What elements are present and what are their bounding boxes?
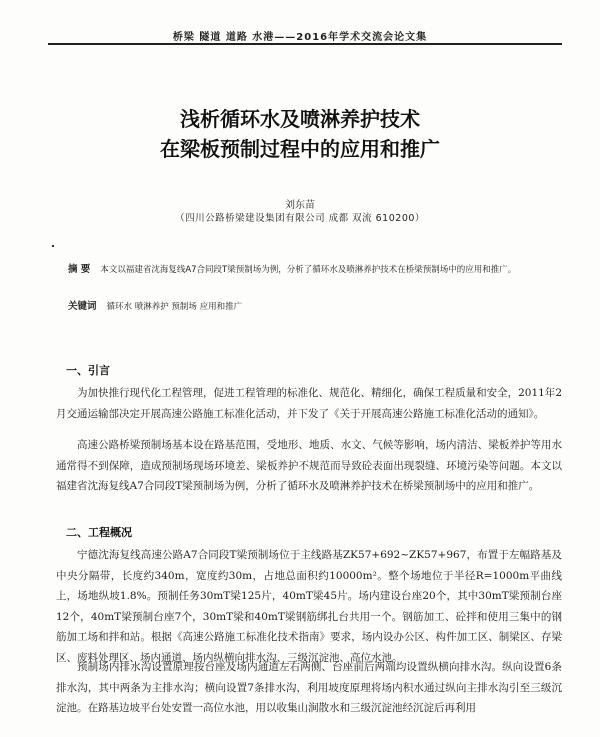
keywords-text: 循环水 喷淋养护 预制场 应用和推广 bbox=[106, 302, 243, 312]
title-line-1: 浅析循环水及喷淋养护技术 bbox=[180, 107, 420, 131]
paragraph: 为加快推行现代化工程管理，促进工程管理的标准化、规范化、精细化，确保工程质量和安全，2011年2月交通运输部决定开展高速公路施工标准化活动，并下发了《关于开展高速公路施工标准化活动的通知》。 bbox=[56, 387, 562, 420]
abstract-label: 摘 要 bbox=[68, 264, 91, 275]
header-rule bbox=[48, 43, 562, 45]
keywords-label: 关键词 bbox=[68, 301, 97, 312]
title-line-2: 在梁板预制过程中的应用和推广 bbox=[160, 137, 440, 161]
affiliation: （四川公路桥梁建设集团有限公司 成都 双流 610200） bbox=[175, 213, 425, 224]
paragraph: 高速公路桥梁预制场基本设在路基范围，受地形、地质、水文、气候等影响，场内清洁、梁板养护等用水通常得不到保障，造成预制场现场环境差、梁板养护不规范而导致砼表面出现裂缝、环境污染等问题。本文以福建省沈海复线A7合同段T梁预制场为例，分析了循环水及喷淋养护技术在桥梁预制场中的应用和推广。 bbox=[56, 439, 562, 492]
section-heading-intro: 一、引言 bbox=[66, 364, 110, 377]
abstract-text: 本文以福建省沈海复线A7合同段T梁预制场为例，分析了循环水及喷淋养护技术在桥梁预制场中的应用和推广。 bbox=[100, 265, 517, 275]
running-head: 桥梁 隧道 道路 水港——2016年学术交流会论文集 bbox=[172, 32, 428, 43]
paragraph: 预制场内排水沟设置原理按台座及场内通道左右两侧、台座前后两端均设置纵横向排水沟。纵向设置6条排水沟，其中两条为主排水沟；横向设置7条排水沟，利用坡度原理将场内积水通过纵向主排水沟引至三级沉淀池。在路基边坡平台处安置一高位水池，用以收集山涧散水和三级沉淀池经沉淀后再利用 bbox=[56, 661, 562, 714]
paragraph: 宁德沈海复线高速公路A7合同段T梁预制场位于主线路基ZK57+692~ZK57+967，布置于左幅路基及中央分隔带，长度约340m，宽度约30m，占地总面积约10000m²。整个场地位于半径R=1000m平曲线上，场地纵坡1.8%。预制任务30mT梁125片，40mT梁45片。场内建设台座20个，其中30mT梁预制台座12个，40mT梁预制台座7个，30mT梁和40mT梁钢筋绑扎台共用一个。钢筋加工、砼拌和使用三集中的钢筋加工场和拌和站。根据《高速公路施工标准化技术指南》要求，场内设办公区、构件加工区、制梁区、存梁区、废料处理区、场内通道、场内纵横向排水沟、三级沉淀池、高位水池。 bbox=[56, 549, 562, 664]
section-heading-overview: 二、工程概况 bbox=[66, 526, 132, 539]
keywords bbox=[68, 298, 560, 312]
scan-dot bbox=[52, 245, 54, 247]
author: 刘东苗 bbox=[285, 200, 315, 211]
abstract bbox=[68, 262, 560, 278]
paper-title bbox=[0, 104, 600, 164]
